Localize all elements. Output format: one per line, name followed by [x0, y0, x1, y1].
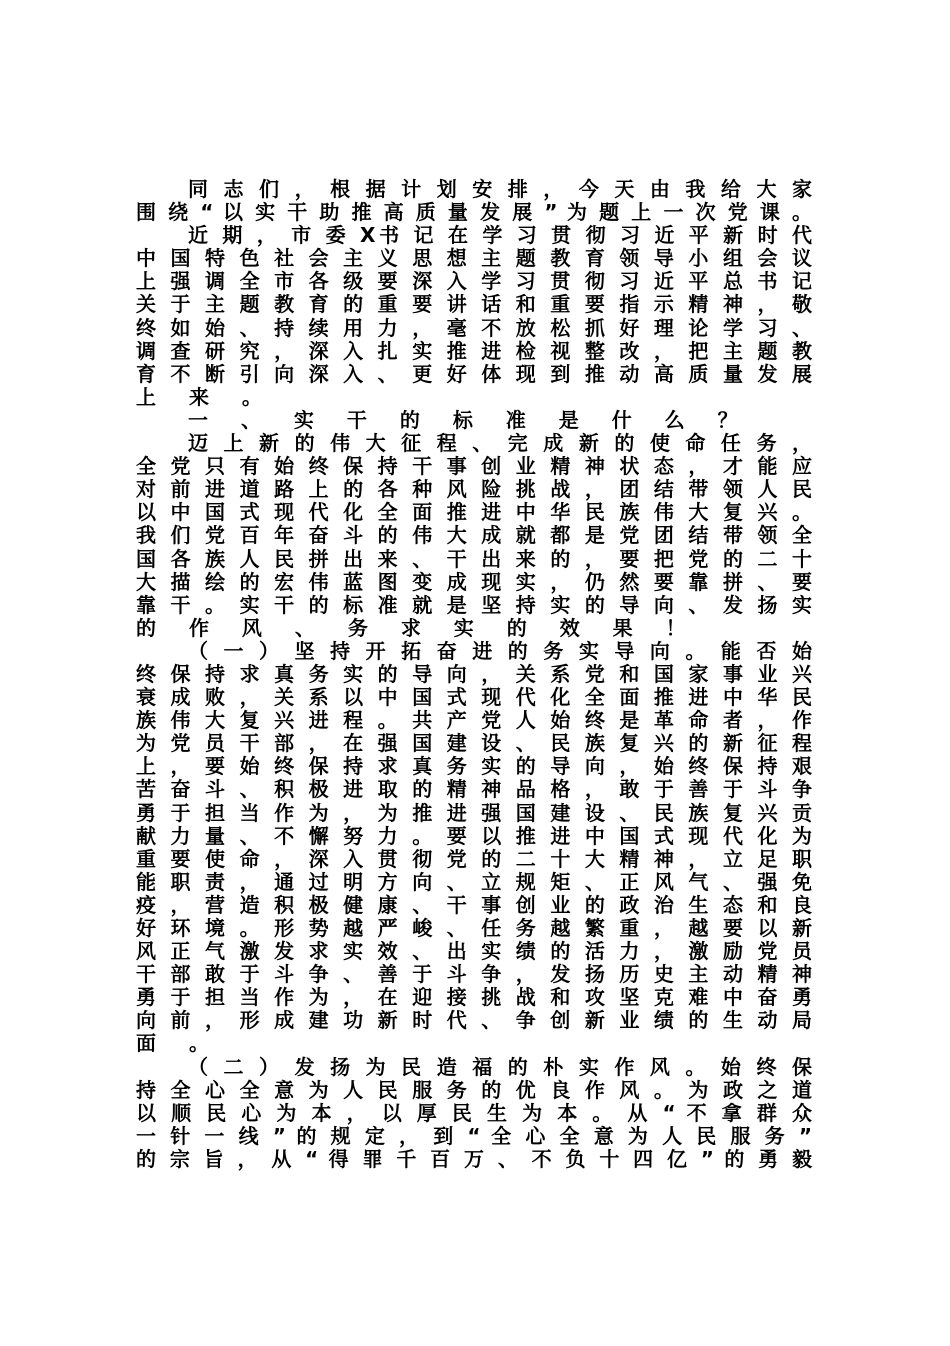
text-line: 持 全 心 全 意 为 人 民 服 务 的 优 良 作 风 。 为 政 之 道	[136, 1077, 812, 1102]
text-line: 近 期 ， 市 委 X书 记 在 学 习 贯 彻 习 近 平 新 时 代	[188, 223, 812, 248]
text-line: 中 国 特 色 社 会 主 义 思 想 主 题 教 育 领 导 小 组 会 议	[136, 246, 812, 271]
text-line: 围 绕 “ 以 实 干 助 推 高 质 量 发 展 ” 为 题 上 一 次 党 课 。	[136, 200, 812, 225]
text-line: 一 针 一 线 ” 的 规 定 ， 到 “ 全 心 全 意 为 人 民 服 务 ”	[136, 1123, 812, 1148]
text-line: 育 不 断 引 向 深 入 、 更 好 体 现 到 推 动 高 质 量 发 展	[136, 361, 812, 386]
text-line: 面 。	[136, 1031, 222, 1056]
text-line: 重 要 使 命 ， 深 入 贯 彻 党 的 二 十 大 精 神 ， 立 足 职	[136, 846, 812, 871]
text-line: 好 环 境 。 形 势 越 严 峻 、 任 务 越 繁 重 ， 越 要 以 新	[136, 916, 812, 940]
text-line: 关 于 主 题 教 育 的 重 要 讲 话 和 重 要 指 示 精 神 ， 敬	[136, 292, 812, 317]
text-line: 干 部 敢 于 斗 争 、 善 于 斗 争 ， 发 扬 历 史 主 动 精 神	[136, 962, 812, 987]
text-line: 的 作 风 、 务 求 实 的 效 果 ！	[136, 615, 699, 640]
text-line: 上 来 。	[136, 384, 275, 409]
text-line: 献 力 量 、 不 懈 努 力 。 要 以 推 进 中 国 式 现 代 化 为	[136, 823, 812, 848]
text-line: 我 们 党 百 年 奋 斗 的 伟 大 成 就 都 是 党 团 结 带 领 全	[136, 523, 812, 548]
text-line: 向 前 ， 形 成 建 功 新 时 代 、 争 创 新 业 绩 的 生 动 局	[136, 1008, 812, 1033]
text-line: 全 党 只 有 始 终 保 持 干 事 创 业 精 神 状 态 ， 才 能 应	[136, 454, 812, 479]
text-line: 以 中 国 式 现 代 化 全 面 推 进 中 华 民 族 伟 大 复 兴 。	[136, 500, 812, 525]
text-line: 能 职 责 ， 通 过 明 方 向 、 立 规 矩 、 正 风 气 、 强 免	[136, 869, 812, 894]
text-line: 苦 奋 斗 、 积 极 进 取 的 精 神 品 格 ， 敢 于 善 于 斗 争	[136, 777, 812, 802]
text-line: 迈 上 新 的 伟 大 征 程 、 完 成 新 的 使 命 任 务 ，	[188, 431, 812, 456]
text-line: 对 前 进 道 路 上 的 各 种 风 险 挑 战 ， 团 结 带 领 人 民	[136, 477, 812, 502]
text-line: 勇 于 担 当 作 为 ， 在 迎 接 挑 战 和 攻 坚 克 难 中 奋 勇	[136, 985, 812, 1010]
text-line: 上 强 调 全 市 各 级 要 深 入 学 习 贯 彻 习 近 平 总 书 记	[136, 269, 812, 294]
text-line: 同 志 们 ， 根 据 计 划 安 排 ， 今 天 由 我 给 大 家	[188, 177, 812, 201]
text-line: 风 正 气 激 发 求 实 效 、 出 实 绩 的 活 力 ， 激 励 党 员	[136, 939, 812, 964]
document-body	[136, 178, 812, 1171]
text-line: 的 宗 旨 ， 从 “ 得 罪 千 百 万 、 不 负 十 四 亿 ” 的 勇 毅	[136, 1146, 812, 1171]
text-line: 族 伟 大 复 兴 进 程 。 共 产 党 人 始 终 是 革 命 者 ， 作	[136, 708, 812, 733]
text-line: 终 如 始 、 持 续 用 力 ， 毫 不 放 松 抓 好 理 论 学 习 、	[136, 315, 812, 340]
text-line: （ 一 ） 坚 持 开 拓 奋 进 的 务 实 导 向 。 能 否 始	[188, 638, 812, 663]
text-line: 上 ， 要 始 终 保 持 求 真 务 实 的 导 向 ， 始 终 保 持 艰	[136, 754, 812, 779]
text-line: 衰 成 败 ， 关 系 以 中 国 式 现 代 化 全 面 推 进 中 华 民	[136, 685, 812, 710]
text-line: （ 二 ） 发 扬 为 民 造 福 的 朴 实 作 风 。 始 终 保	[188, 1054, 812, 1079]
text-line: 勇 于 担 当 作 为 ， 为 推 进 强 国 建 设 、 民 族 复 兴 贡	[136, 800, 812, 825]
text-line: 国 各 族 人 民 拼 出 来 、 干 出 来 的 ， 要 把 党 的 二 十	[136, 546, 812, 571]
text-line: 疫 ， 营 造 积 极 健 康 、 干 事 创 业 的 政 治 生 态 和 良	[136, 892, 812, 917]
text-line: 为 党 员 干 部 ， 在 强 国 建 设 、 民 族 复 兴 的 新 征 程	[136, 731, 812, 756]
text-line: 大 描 绘 的 宏 伟 蓝 图 变 成 现 实 ， 仍 然 要 靠 拼 、 要	[136, 569, 812, 594]
text-line: 调 查 研 究 ， 深 入 扎 实 推 进 检 视 整 改 ， 把 主 题 教	[136, 338, 812, 363]
text-line: 靠 干 。 实 干 的 标 准 就 是 坚 持 实 的 导 向 、 发 扬 实	[136, 592, 812, 617]
text-line: 终 保 持 求 真 务 实 的 导 向 ， 关 系 党 和 国 家 事 业 兴	[136, 661, 812, 686]
text-line: 一 、 实 干 的 标 准 是 什 么 ？	[188, 407, 751, 432]
text-line: 以 顺 民 心 为 本 ， 以 厚 民 生 为 本 。 从 “ 不 拿 群 众	[136, 1100, 812, 1125]
